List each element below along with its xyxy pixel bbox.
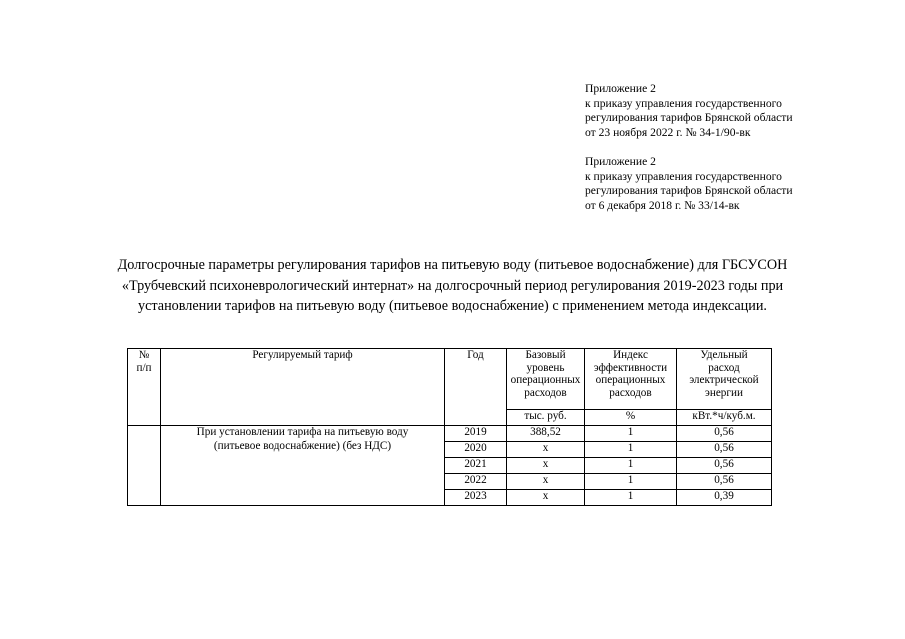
cell-base-level: x [507, 458, 585, 474]
appendix-line: к приказу управления государственного [585, 96, 782, 110]
cell-year: 2021 [445, 458, 507, 474]
cell-energy-consumption: 0,56 [677, 426, 772, 442]
document-title [40, 255, 865, 317]
cell-base-level: 388,52 [507, 426, 585, 442]
appendix-line: регулирования тарифов Брянской области [585, 184, 793, 197]
appendix-previous [585, 155, 885, 213]
tariff-parameters-table [127, 348, 772, 506]
header-energy-consumption: Удельный расход электрической энергии [677, 349, 772, 410]
cell-year: 2022 [445, 474, 507, 490]
table-header-row [128, 349, 772, 410]
unit-efficiency-index: % [585, 410, 677, 426]
cell-energy-consumption: 0,56 [677, 442, 772, 458]
cell-base-level: x [507, 442, 585, 458]
title-line: Долгосрочные параметры регулирования тарифов на питьевую воду (питьевое водоснабжение) для ГБСУСОН [117, 257, 788, 273]
cell-efficiency-index: 1 [585, 458, 677, 474]
tariff-name: При установлении тарифа на питьевую воду (питьевое водоснабжение) (без НДС) [161, 426, 445, 506]
cell-base-level: x [507, 474, 585, 490]
cell-efficiency-index: 1 [585, 474, 677, 490]
table-row [128, 426, 772, 442]
header-efficiency-index: Индекс эффективности операционных расходов [585, 349, 677, 410]
cell-energy-consumption: 0,56 [677, 458, 772, 474]
cell-year: 2019 [445, 426, 507, 442]
cell-year: 2023 [445, 490, 507, 506]
header-number: № п/п [128, 349, 161, 426]
header-year: Год [445, 349, 507, 426]
row-number [128, 426, 161, 506]
unit-energy-consumption: кВт.*ч/куб.м. [677, 410, 772, 426]
appendix-line: регулирования тарифов Брянской области [585, 111, 793, 124]
cell-efficiency-index: 1 [585, 490, 677, 506]
appendix-date: от 23 ноября 2022 г. № 34-1/90-вк [585, 125, 751, 139]
appendix-label: Приложение 2 [585, 82, 656, 95]
cell-year: 2020 [445, 442, 507, 458]
appendix-date: от 6 декабря 2018 г. № 33/14-вк [585, 198, 740, 212]
cell-energy-consumption: 0,56 [677, 474, 772, 490]
appendix-current [585, 82, 885, 140]
cell-efficiency-index: 1 [585, 426, 677, 442]
title-line: установлении тарифов на питьевую воду (питьевое водоснабжение) с применением метода индексации. [138, 298, 767, 314]
cell-efficiency-index: 1 [585, 442, 677, 458]
cell-base-level: x [507, 490, 585, 506]
cell-energy-consumption: 0,39 [677, 490, 772, 506]
header-base-level: Базовый уровень операционных расходов [507, 349, 585, 410]
title-line: «Трубчевский психоневрологический интернат» на долгосрочный период регулирования 2019-2023 годы при [121, 277, 784, 294]
header-tariff: Регулируемый тариф [161, 349, 445, 426]
appendix-label: Приложение 2 [585, 155, 656, 168]
unit-base-level: тыс. руб. [507, 410, 585, 426]
appendix-line: к приказу управления государственного [585, 169, 782, 183]
